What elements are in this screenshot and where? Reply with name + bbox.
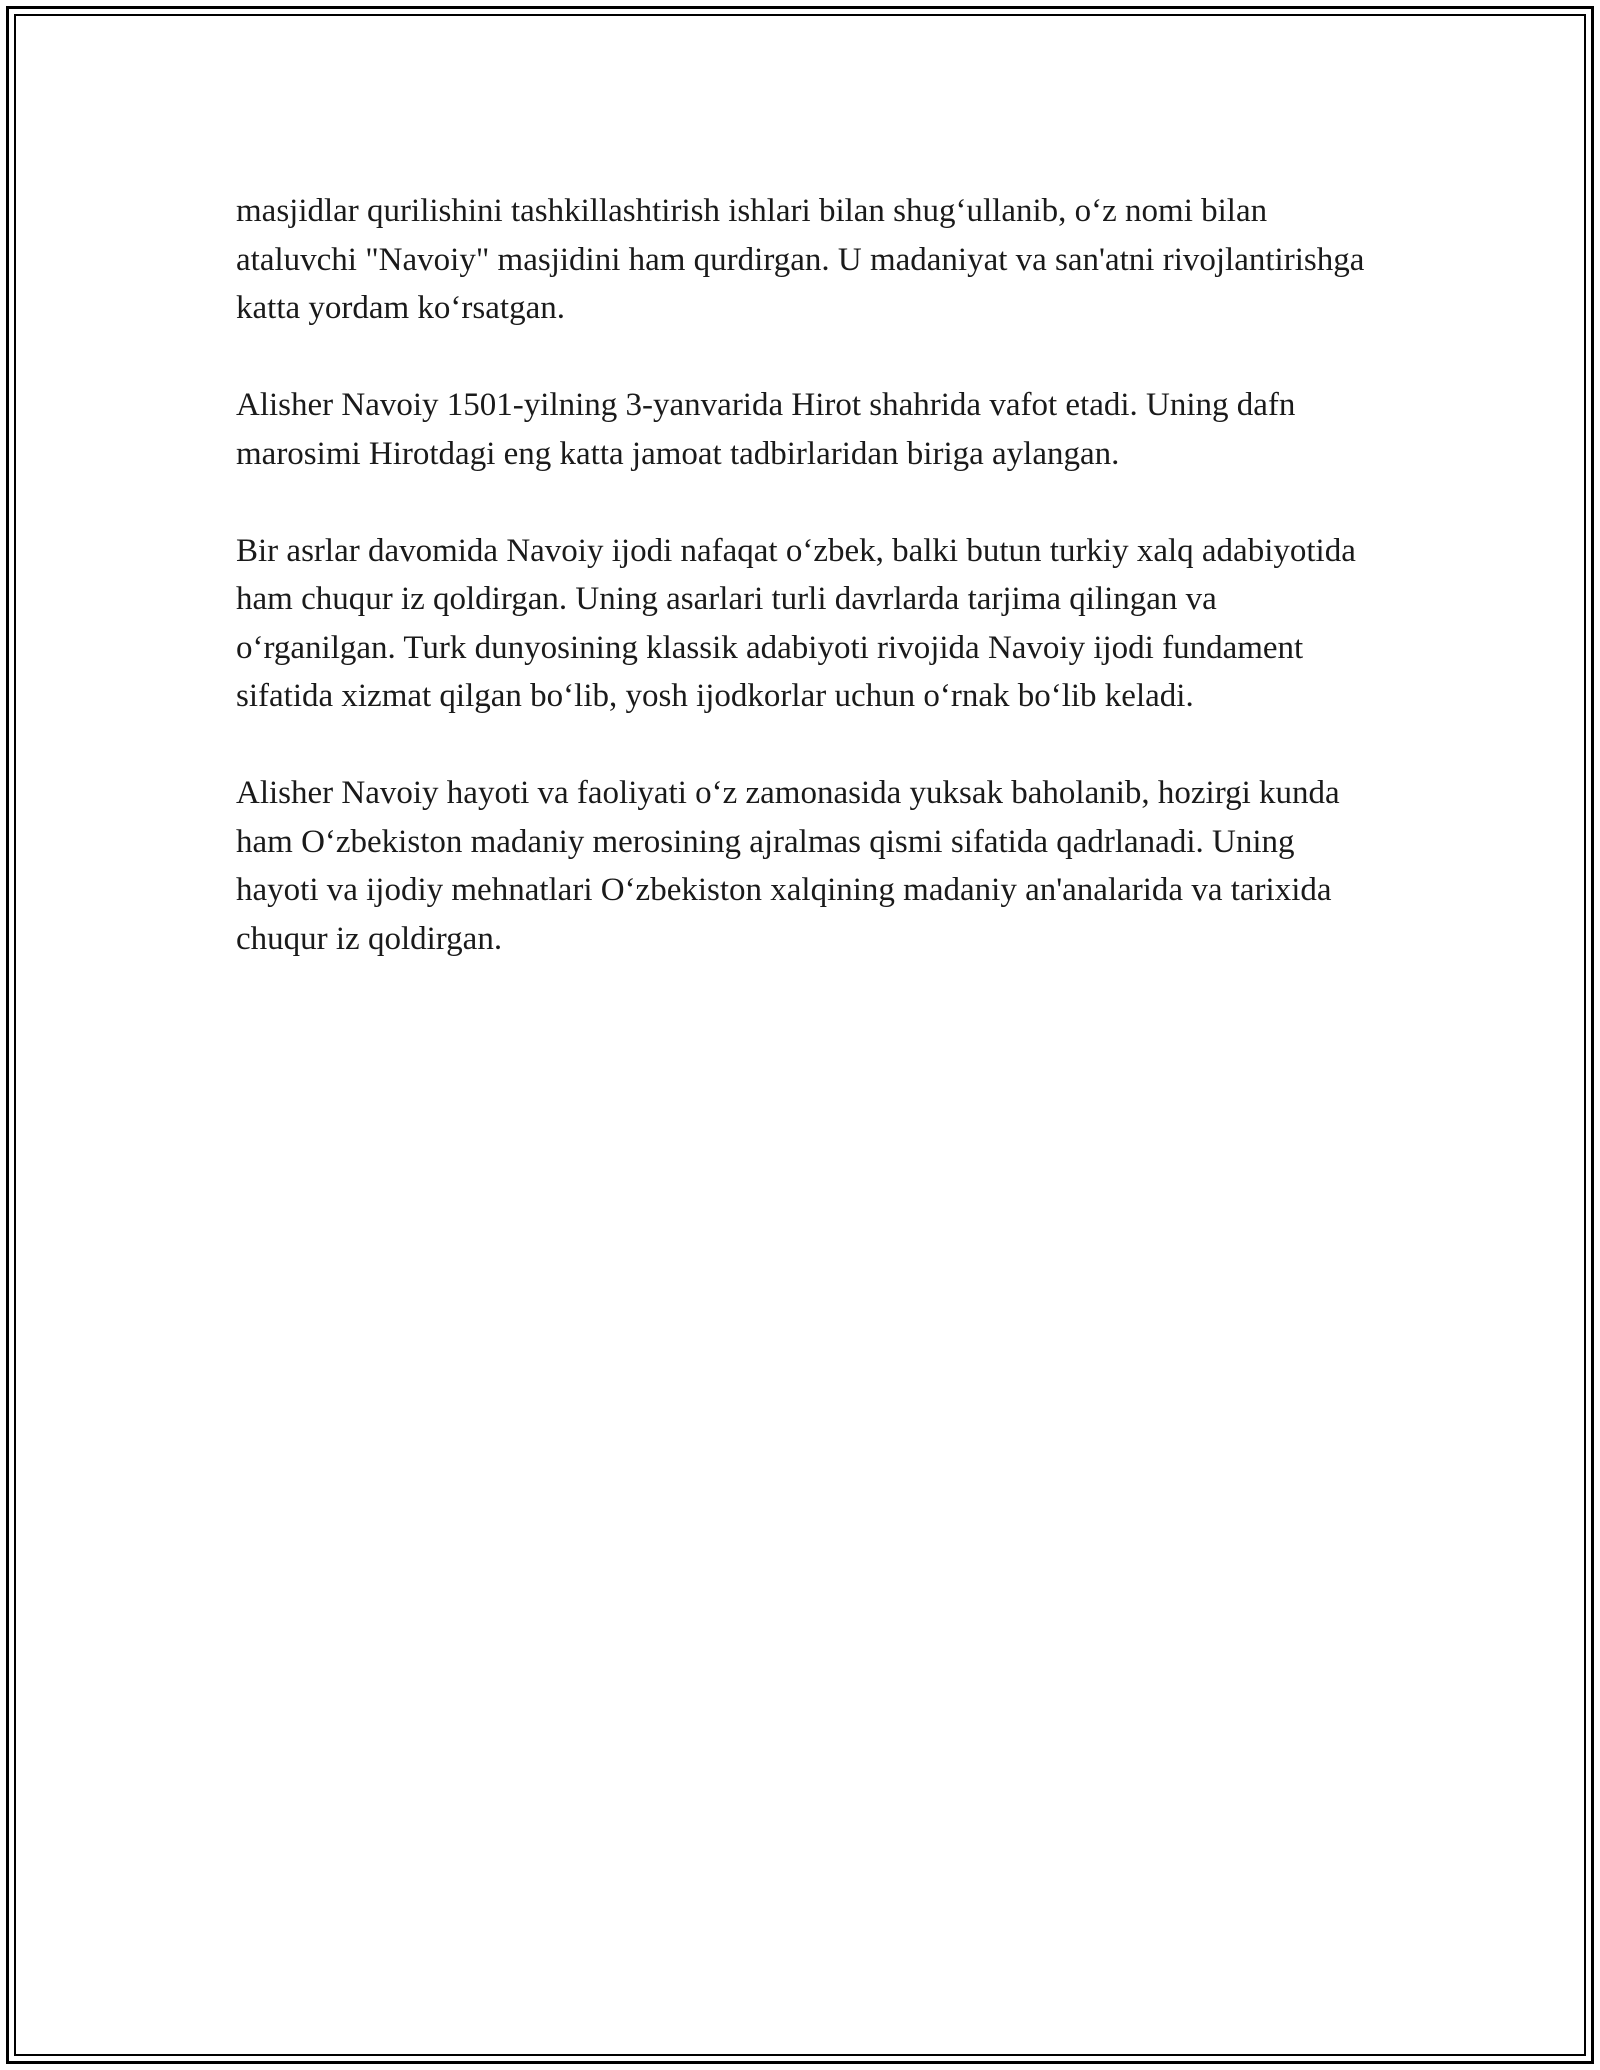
document-body: [236, 187, 1376, 1012]
paragraph-3: Bir asrlar davomida Navoiy ijodi nafaqat o‘zbek, balki butun turkiy xalq adabiyotida ham chuqur iz qoldirgan. Uning asarlari turli davrlarda tarjima qilingan va o‘rganilgan. Turk dunyosining klassik adabiyoti rivojida Navoiy ijodi fundament sifatida xizmat qilgan bo‘lib, yosh ijodkorlar uchun o‘rnak bo‘lib keladi.: [236, 532, 1356, 714]
paragraph-2: Alisher Navoiy 1501-yilning 3-yanvarida Hirot shahrida vafot etadi. Uning dafn marosimi Hirotdagi eng katta jamoat tadbirlaridan biriga aylangan.: [236, 387, 1296, 472]
paragraph-1: masjidlar qurilishini tashkillashtirish ishlari bilan shug‘ullanib, o‘z nomi bilan ataluvchi "Navoiy" masjidini ham qurdirgan. U madaniyat va san'atni rivojlantirishga katta yordam ko‘rsatgan.: [236, 193, 1365, 326]
paragraph-4: Alisher Navoiy hayoti va faoliyati o‘z zamonasida yuksak baholanib, hozirgi kunda ham O‘zbekiston madaniy merosining ajralmas qismi sifatida qadrlanadi. Uning hayoti va ijodiy mehnatlari O‘zbekiston xalqining madaniy an'analarida va tarixida chuqur iz qoldirgan.: [236, 775, 1340, 957]
